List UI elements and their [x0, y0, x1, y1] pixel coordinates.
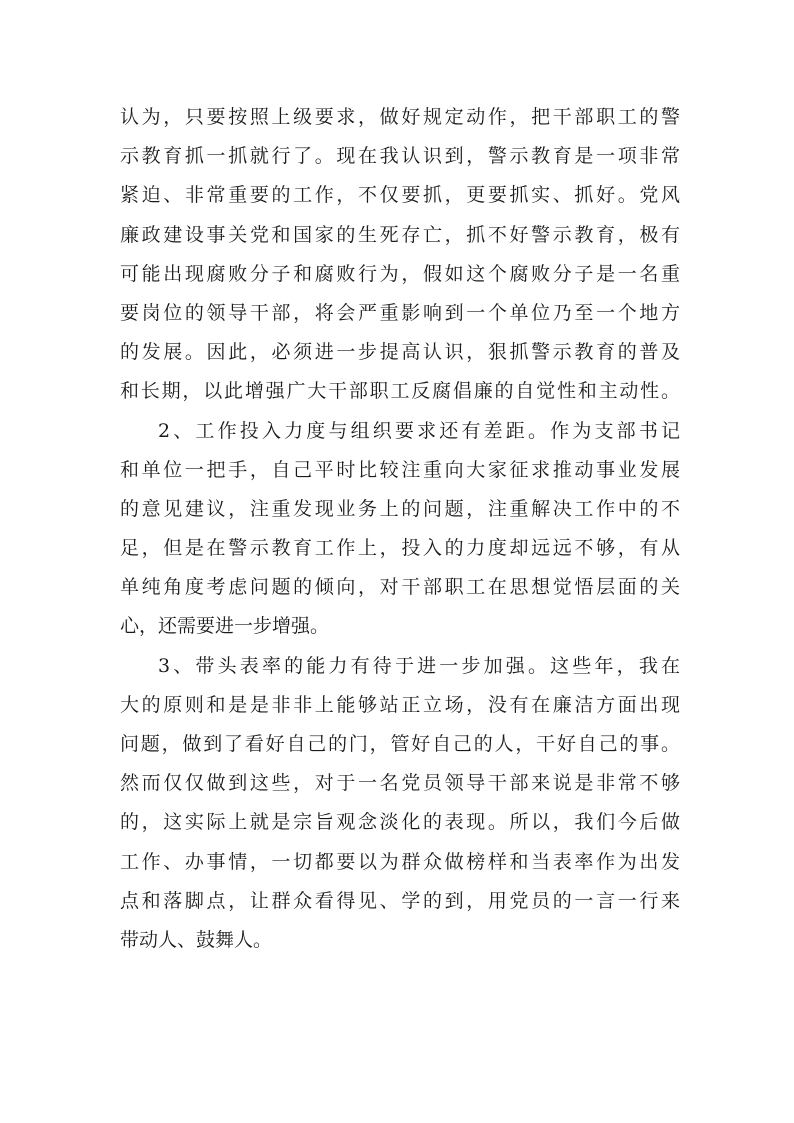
- text-line: 的发展。因此，必须进一步提高认识，狠抓警示教育的普及: [120, 341, 680, 364]
- text-line: 单纯角度考虑问题的倾向，对干部职工在思想觉悟层面的关: [120, 576, 680, 599]
- body-text: [120, 98, 680, 960]
- text-line: 点和落脚点，让群众看得见、学的到，用党员的一言一行来: [120, 889, 680, 912]
- text-line: 可能出现腐败分子和腐败行为，假如这个腐败分子是一名重: [120, 262, 680, 285]
- text-line: 认为，只要按照上级要求，做好规定动作，把干部职工的警: [120, 106, 680, 128]
- text-line: 示教育抓一抓就行了。现在我认识到，警示教育是一项非常: [120, 145, 680, 168]
- text-line: 和单位一把手，自己平时比较注重向大家征求推动事业发展: [120, 458, 680, 481]
- text-line: 问题，做到了看好自己的门，管好自己的人，干好自己的事。: [120, 733, 680, 755]
- text-line: 大的原则和是是非非上能够站正立场，没有在廉洁方面出现: [120, 693, 680, 716]
- text-line: 2、工作投入力度与组织要求还有差距。作为支部书记: [158, 419, 680, 442]
- text-line: 工作、办事情，一切都要以为群众做榜样和当表率作为出发: [120, 850, 680, 873]
- text-line: 3、带头表率的能力有待于进一步加强。这些年，我在: [158, 654, 680, 677]
- text-line: 的，这实际上就是宗旨观念淡化的表现。所以，我们今后做: [120, 811, 680, 834]
- text-line: 廉政建设事关党和国家的生死存亡，抓不好警示教育，极有: [120, 223, 680, 246]
- text-line: 带动人、鼓舞人。: [120, 928, 273, 951]
- text-line: 要岗位的领导干部，将会严重影响到一个单位乃至一个地方: [120, 301, 680, 324]
- text-line: 然而仅仅做到这些，对于一名党员领导干部来说是非常不够: [120, 772, 680, 795]
- text-line: 紧迫、非常重要的工作，不仅要抓，更要抓实、抓好。党风: [120, 184, 680, 207]
- text-line: 的意见建议，注重发现业务上的问题，注重解决工作中的不: [120, 497, 680, 520]
- text-line: 心，还需要进一步增强。: [120, 615, 330, 638]
- text-line: 足，但是在警示教育工作上，投入的力度却远远不够，有从: [120, 537, 680, 560]
- text-line: 和长期，以此增强广大干部职工反腐倡廉的自觉性和主动性。: [120, 380, 680, 403]
